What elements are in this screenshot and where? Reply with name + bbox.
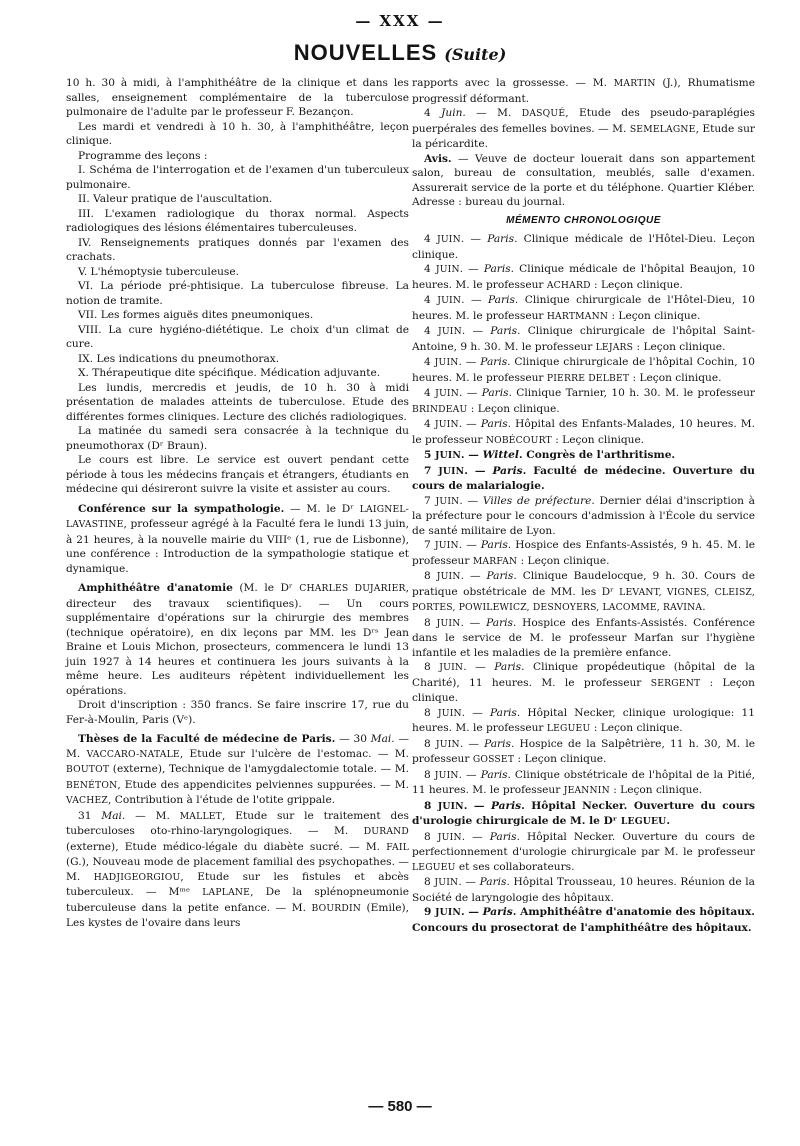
text-run: Paris xyxy=(491,799,522,812)
text-run: SERGENT xyxy=(650,677,701,689)
paragraph xyxy=(412,494,755,539)
text-run: . — xyxy=(463,661,495,673)
paragraph: VIII. La cure hygiéno-diététique. Le choix d'un climat de cure. xyxy=(66,323,409,350)
text-run: . Faculté de médecine. Ouverture du cours de malarialogie. xyxy=(412,464,755,492)
paragraph: III. L'examen radiologique du thorax normal. Aspects radiologiques des lésions élémentaires tuberculeuses. xyxy=(66,207,409,234)
text-run: 31 xyxy=(78,809,102,822)
paragraph xyxy=(412,262,755,293)
text-run: DURAND xyxy=(363,826,409,837)
text-run: Paris xyxy=(486,616,513,629)
text-run: . — xyxy=(460,233,488,245)
heading-title: NOUVELLES xyxy=(293,40,438,65)
text-run: 4 xyxy=(424,325,438,337)
text-run: Paris xyxy=(482,906,513,918)
paragraph: Droit d'inscription : 350 francs. Se faire inscrire 17, rue du Fer-à-Moulin, Paris (Vᵉ). xyxy=(66,699,409,726)
text-run: . — xyxy=(460,570,487,582)
paragraph: Les mardi et vendredi à 10 h. 30, à l'amphithéâtre, leçon clinique. xyxy=(66,120,409,147)
text-run: JUIN xyxy=(436,571,461,582)
text-run: Paris xyxy=(487,233,515,245)
text-run: JUIN xyxy=(435,495,460,507)
text-run: . Hospice des Enfants-Assistés, 9 h. 45. M. le professeur xyxy=(412,539,756,567)
text-run: Paris xyxy=(483,263,511,275)
memento-heading: MÉMENTO CHRONOLOGIQUE xyxy=(506,214,661,226)
paragraph xyxy=(412,706,755,737)
text-run: Paris xyxy=(488,294,515,306)
text-run: JUIN xyxy=(438,465,465,477)
section-heading xyxy=(0,40,800,66)
text-run: JUIN xyxy=(434,419,459,430)
text-run: 8 xyxy=(424,768,435,781)
text-run: , Etude des pseudo-paraplégies puerpérales des femelles bovines. — M. xyxy=(412,107,755,135)
text-run: . — xyxy=(458,539,481,551)
text-run: 4 xyxy=(424,418,435,430)
text-run: . — xyxy=(459,737,485,750)
text-run: (G.), Nouveau mode de placement familial des psychopathes. — M. xyxy=(66,856,409,883)
text-run: . Clinique Baudelocque, 9 h. 30. Cours de pratique obstétricale de MM. les Dʳ xyxy=(412,570,755,598)
text-run: 8 xyxy=(424,706,438,719)
paragraph xyxy=(412,417,755,448)
paragraph xyxy=(412,660,755,706)
text-run: Conférence sur la sympathologie. xyxy=(78,502,285,515)
text-run: , Etude sur les fistules et abcès tuberculeux. — Mᵐᵉ xyxy=(66,870,409,898)
paragraph xyxy=(412,737,755,768)
text-run: 8 xyxy=(424,661,440,673)
text-run: — M. xyxy=(66,733,409,760)
text-run: . Clinique chirurgicale de l'hôpital Saint-Antoine, 9 h. 30. M. le professeur xyxy=(412,325,755,353)
paragraph: Le cours est libre. Le service est ouvert pendant cette période à tous les médecins français et étrangers, étudiants en médecine qui désireront suivre la visite et assister au cours. xyxy=(66,454,409,495)
text-run: MALLET xyxy=(179,810,222,822)
paragraph xyxy=(66,732,409,809)
text-run: . — xyxy=(459,494,483,507)
text-run: 4 xyxy=(424,387,436,399)
text-run: . Hôpital des Enfants-Malades, 10 heures. M. le professeur xyxy=(412,418,756,446)
text-run: (Emile), Les kystes de l'ovaire dans leurs xyxy=(66,901,409,929)
paragraph xyxy=(412,830,755,876)
text-run: DASQUÉ xyxy=(521,108,566,119)
text-run: BOURDIN xyxy=(311,902,362,914)
text-run: JUIN xyxy=(435,738,460,750)
text-run: JUIN xyxy=(439,662,464,673)
text-run: SEMELAGNE xyxy=(629,123,696,135)
paragraph xyxy=(66,809,409,931)
text-run: — M. le Dʳ xyxy=(284,502,360,515)
text-run: 4 xyxy=(424,233,437,245)
left-column xyxy=(66,76,409,931)
paragraph: I. Schéma de l'interrogation et de l'examen d'un tuberculeux pulmonaire. xyxy=(66,164,409,191)
text-run: . Clinique propédeutique (hôpital de la Charité), 11 heures. M. le professeur xyxy=(412,661,756,689)
text-run: LEVANT, VIGNES, CLEISZ, PORTES, POWILEWICZ, DESNOYERS, LACOMME, RAVINA xyxy=(412,586,755,613)
text-run: Paris xyxy=(480,356,508,368)
paragraph: VII. Les formes aiguës dites pneumoniques. xyxy=(78,309,314,321)
text-run: ACHARD xyxy=(546,279,591,291)
text-run: . — xyxy=(458,418,481,430)
text-run: . — xyxy=(463,799,491,812)
text-run: JUIN xyxy=(434,877,459,888)
text-run: . — xyxy=(460,449,483,461)
text-run: BRINDEAU xyxy=(412,403,468,415)
text-run: VACHEZ xyxy=(66,795,108,806)
text-run: JUIN xyxy=(437,326,462,337)
text-run: 9 xyxy=(424,906,436,918)
paragraph xyxy=(412,355,755,386)
text-run: JUIN xyxy=(434,540,459,551)
text-run: PIERRE DELBET xyxy=(546,372,630,384)
paragraph xyxy=(412,106,755,152)
text-run: JUIN xyxy=(435,450,461,461)
text-run: . Congrès de l'arthritisme. xyxy=(518,449,676,461)
paragraph xyxy=(412,293,755,324)
text-run: . Amphithéâtre d'anatomie des hôpitaux. Concours du prosectorat de l'amphithéâtre des hôpitaux. xyxy=(412,906,755,934)
text-run: JUIN xyxy=(437,800,464,812)
text-run: : Leçon clinique. xyxy=(514,753,607,765)
heading-suite: (Suite) xyxy=(444,45,507,64)
text-run: 5 xyxy=(424,449,436,461)
text-run: : Leçon clinique. xyxy=(517,554,610,567)
paragraph xyxy=(412,905,755,935)
text-run: Thèses de la Faculté de médecine de Paris. xyxy=(78,733,336,745)
text-run: JEANNIN xyxy=(563,785,610,796)
text-run: Paris xyxy=(484,737,511,750)
text-run: : Leçon clinique. xyxy=(590,278,683,291)
text-run: JUIN xyxy=(435,264,460,275)
paragraph xyxy=(412,768,755,799)
text-run: Amphithéâtre d'anatomie xyxy=(78,582,233,594)
text-run: Mai. xyxy=(101,809,126,822)
paragraph xyxy=(412,464,755,494)
text-run: JUIN xyxy=(434,769,459,781)
text-run: 4 xyxy=(424,294,438,306)
text-run: 7 xyxy=(424,494,436,507)
text-run: , directeur des travaux scientifiques). — Un cours supplémentaire d'opérations sur la chirurgie des membres (technique opératoire), en dix leçons par MM. les Dʳˢ Jean Braine et Louis Michon, prosecteurs, commencera le lundi 13 juin 1927 à 14 heures et continuera les jours suivants à la même heure. Les auditeurs répètent individuellement les opérations. xyxy=(66,582,409,697)
text-run: . — xyxy=(458,876,480,888)
text-run: , Contribution à l'étude de l'otite grippale. xyxy=(107,794,336,806)
page-number: — 580 — xyxy=(368,1098,432,1115)
text-run: Paris xyxy=(479,876,507,888)
paragraph: X. Thérapeutique dite spécifique. Médication adjuvante. xyxy=(78,367,381,379)
text-run: — 30 xyxy=(335,733,371,745)
text-run: . Hospice des Enfants-Assistés. Conférence dans le service de M. le professeur Marfan sur l'hygiène infantile et les maladies de la première enfance. xyxy=(412,616,755,659)
text-run: LEGUEU xyxy=(546,723,591,734)
text-run: . — xyxy=(461,830,490,843)
paragraph: La matinée du samedi sera consacrée à la technique du pneumothorax (Dʳ Braun). xyxy=(66,425,409,452)
text-run: . Clinique chirurgicale de l'hôpital Cochin, 10 heures. M. le professeur xyxy=(412,356,755,384)
paragraph xyxy=(412,76,755,106)
paragraph: Les lundis, mercredis et jeudis, de 10 h. 30 à midi présentation de malades atteints de tuberculose. Etude des différentes formes cliniques. Lecture des clichés radiologiques. xyxy=(66,381,409,423)
text-run: LAPLANE xyxy=(202,887,251,898)
text-run: . — xyxy=(461,706,491,719)
text-run: LEGUEU xyxy=(620,816,667,827)
text-run: BENÉTON xyxy=(66,779,118,791)
paragraph xyxy=(412,232,755,262)
text-run: Paris xyxy=(490,706,517,719)
text-run: Paris xyxy=(480,539,508,551)
text-run: 7 xyxy=(424,539,435,551)
text-run: . Clinique médicale de l'Hôtel-Dieu. Leçon clinique. xyxy=(412,233,755,261)
text-run: JUIN xyxy=(435,907,461,918)
text-run: MARTIN xyxy=(613,78,656,89)
paragraph xyxy=(412,799,755,830)
text-run: : Leçon clinique. xyxy=(633,340,726,353)
text-run: , Etude des appendicites pelviennes suppurées. — M. xyxy=(117,778,409,791)
text-run: Paris xyxy=(489,830,517,843)
text-run: (externe), Etude médico-légale du diabète sucré. — M. xyxy=(66,840,387,853)
text-run: JUIN xyxy=(434,357,459,368)
text-run: GOSSET xyxy=(472,754,515,765)
text-run: . — xyxy=(460,906,483,918)
text-run: MARFAN xyxy=(472,555,518,567)
text-run: . — xyxy=(461,294,489,306)
text-run: Paris xyxy=(486,570,514,582)
text-run: . — xyxy=(464,464,493,477)
text-run: , De la splénopneumonie tuberculeuse dans la petite enfance. — M. xyxy=(66,886,409,914)
text-run: Paris xyxy=(490,325,518,337)
text-run: Mai. xyxy=(370,733,395,745)
paragraph: IV. Renseignements pratiques donnés par l'examen des crachats. xyxy=(66,236,409,263)
text-run: 8 xyxy=(424,616,437,629)
text-run: 8 xyxy=(424,570,437,582)
text-run: JUIN xyxy=(437,707,462,719)
paragraph: Programme des leçons : xyxy=(78,149,208,162)
text-run: . — xyxy=(459,263,484,275)
paragraph: II. Valeur pratique de l'auscultation. xyxy=(78,193,273,205)
text-run: , Etude sur la péricardite. xyxy=(412,122,755,150)
text-run: 4 xyxy=(424,263,436,275)
text-run: Paris xyxy=(481,387,509,399)
text-run: 4 xyxy=(424,356,435,368)
text-run: : Leçon clinique. xyxy=(629,371,722,384)
paragraph xyxy=(412,386,755,417)
text-run: JUIN xyxy=(437,831,462,843)
paragraph xyxy=(412,538,755,569)
text-run: 8 xyxy=(424,799,438,812)
text-run: Paris xyxy=(492,464,523,477)
text-run: . Hôpital Necker. Ouverture du cours d'urologie chirurgicale de M. le Dʳ xyxy=(412,799,755,827)
text-run: 7 xyxy=(424,464,439,477)
text-run: , professeur agrégé à la Faculté fera le lundi 13 juin, à 21 heures, à la nouvelle mairie du VIIIᵉ (1, rue de Lisbonne), une conférence : Introduction de la sympathologie statique et dynamique. xyxy=(66,518,409,575)
text-run: . Hôpital Necker, clinique urologique: 11 heures. M. le professeur xyxy=(412,706,755,734)
right-column xyxy=(412,76,755,935)
text-run: : Leçon clinique. xyxy=(467,402,560,415)
text-run: : Leçon clinique. xyxy=(412,676,755,704)
paragraph xyxy=(412,875,755,905)
text-run: Paris xyxy=(480,418,508,430)
text-run: NOBÉCOURT xyxy=(485,434,552,446)
text-run: : Leçon clinique. xyxy=(551,433,645,446)
text-run: 8 xyxy=(424,737,436,750)
text-run: HADJIGEORGIOU xyxy=(93,871,181,883)
text-run: Juin. xyxy=(441,107,466,119)
text-run: HARTMANN xyxy=(546,310,609,322)
text-run: (externe), Technique de l'amygdalectomie totale. — M. xyxy=(109,763,409,775)
text-run: LEGUEU xyxy=(412,861,456,873)
text-run: : Leçon clinique. xyxy=(609,784,703,796)
text-run: Wittel xyxy=(482,449,519,461)
text-run: JUIN xyxy=(436,234,461,245)
text-run: . — xyxy=(458,768,481,781)
text-run: 8 xyxy=(424,830,438,843)
text-run: . — xyxy=(461,325,491,337)
text-run: et ses collaborateurs. xyxy=(455,860,575,873)
text-run: (M. le Dʳ xyxy=(232,582,300,594)
text-run: . Clinique chirurgicale de l'Hôtel-Dieu, 10 heures. M. le professeur xyxy=(412,294,756,322)
paragraph xyxy=(412,448,755,464)
text-run: . xyxy=(666,815,671,827)
text-run: : Leçon clinique. xyxy=(608,309,701,322)
text-run: — M. xyxy=(125,809,180,822)
text-run: rapports avec la grossesse. — M. xyxy=(412,77,614,89)
text-run: , Etude sur le traitement des tuberculoses oto-rhino-laryngologiques. — M. xyxy=(66,809,409,837)
text-run: FAIL xyxy=(386,841,409,853)
text-run: . Dernier délai d'inscription à la préfecture pour le concours d'admission à l'École du service de santé militaire de Lyon. xyxy=(412,494,755,537)
text-run: . Hôpital Trousseau, 10 heures. Réunion de la Société de laryngologie des hôpitaux. xyxy=(412,876,755,904)
text-run: JUIN xyxy=(436,617,461,629)
text-run: . — xyxy=(459,387,482,399)
text-run: (J.), Rhumatisme progressif déformant. xyxy=(412,77,755,105)
paragraph xyxy=(412,152,755,210)
text-run: BOUTOT xyxy=(66,764,110,775)
paragraph xyxy=(412,324,755,355)
text-run: 8 xyxy=(424,876,435,888)
paragraph xyxy=(412,569,755,616)
text-run: , Etude sur l'ulcère de l'estomac. — M. xyxy=(179,747,409,760)
text-run: Paris xyxy=(494,661,522,673)
text-run: Paris xyxy=(480,768,508,781)
text-run: LAIGNEL-LAVASTINE xyxy=(66,503,409,530)
text-run: CHARLES DUJARIER xyxy=(299,583,406,594)
text-run: JUIN xyxy=(435,388,460,399)
paragraph: VI. La période pré-phtisique. La tuberculose fibreuse. La notion de tramite. xyxy=(66,280,409,307)
paragraph: IX. Les indications du pneumothorax. xyxy=(78,352,280,365)
text-run: . — xyxy=(460,616,487,629)
text-run: . — xyxy=(458,356,481,368)
page-number-roman: — XXX — xyxy=(355,12,445,30)
text-run: JUIN xyxy=(437,295,462,306)
paragraph: V. L'hémoptysie tuberculeuse. xyxy=(78,265,239,278)
text-run: LEJARS xyxy=(595,341,634,353)
text-run: . Clinique médicale de l'hôpital Beaujon, 10 heures. M. le professeur xyxy=(412,263,755,291)
text-run: . Clinique Tarnier, 10 h. 30. M. le professeur xyxy=(508,387,755,399)
paragraph xyxy=(66,502,409,577)
paragraph xyxy=(412,616,755,661)
text-run: . Hôpital Necker. Ouverture du cours de perfectionnement d'urologie chirurgicale par M. le professeur xyxy=(412,830,755,858)
paragraph xyxy=(66,581,409,698)
text-run: Villes de préfecture xyxy=(482,494,592,507)
paragraph: 10 h. 30 à midi, à l'amphithéâtre de la clinique et dans les salles, enseignement complémentaire de la tuberculose pulmonaire de l'adulte par le professeur F. Bezançon. xyxy=(66,77,409,118)
text-run: : Leçon clinique. xyxy=(590,722,683,734)
text-run: . Clinique obstétricale de l'hôpital de la Pitié, 11 heures. M. le professeur xyxy=(412,768,755,796)
text-run: 4 xyxy=(424,107,442,119)
text-run: Avis. xyxy=(424,152,452,165)
text-run: . xyxy=(702,601,706,613)
text-run: VACCARO-NATALE xyxy=(86,748,180,760)
text-run: . Hospice de la Salpêtrière, 11 h. 30, M. le professeur xyxy=(412,737,756,765)
text-run: — M. xyxy=(465,107,522,119)
text-run: — Veuve de docteur louerait dans son appartement salon, bureau de consultation, meublés, salle d'examen. Assurerait service de la porte et du téléphone. Quartier Kléber. Adresse : bureau du journal. xyxy=(412,152,755,208)
